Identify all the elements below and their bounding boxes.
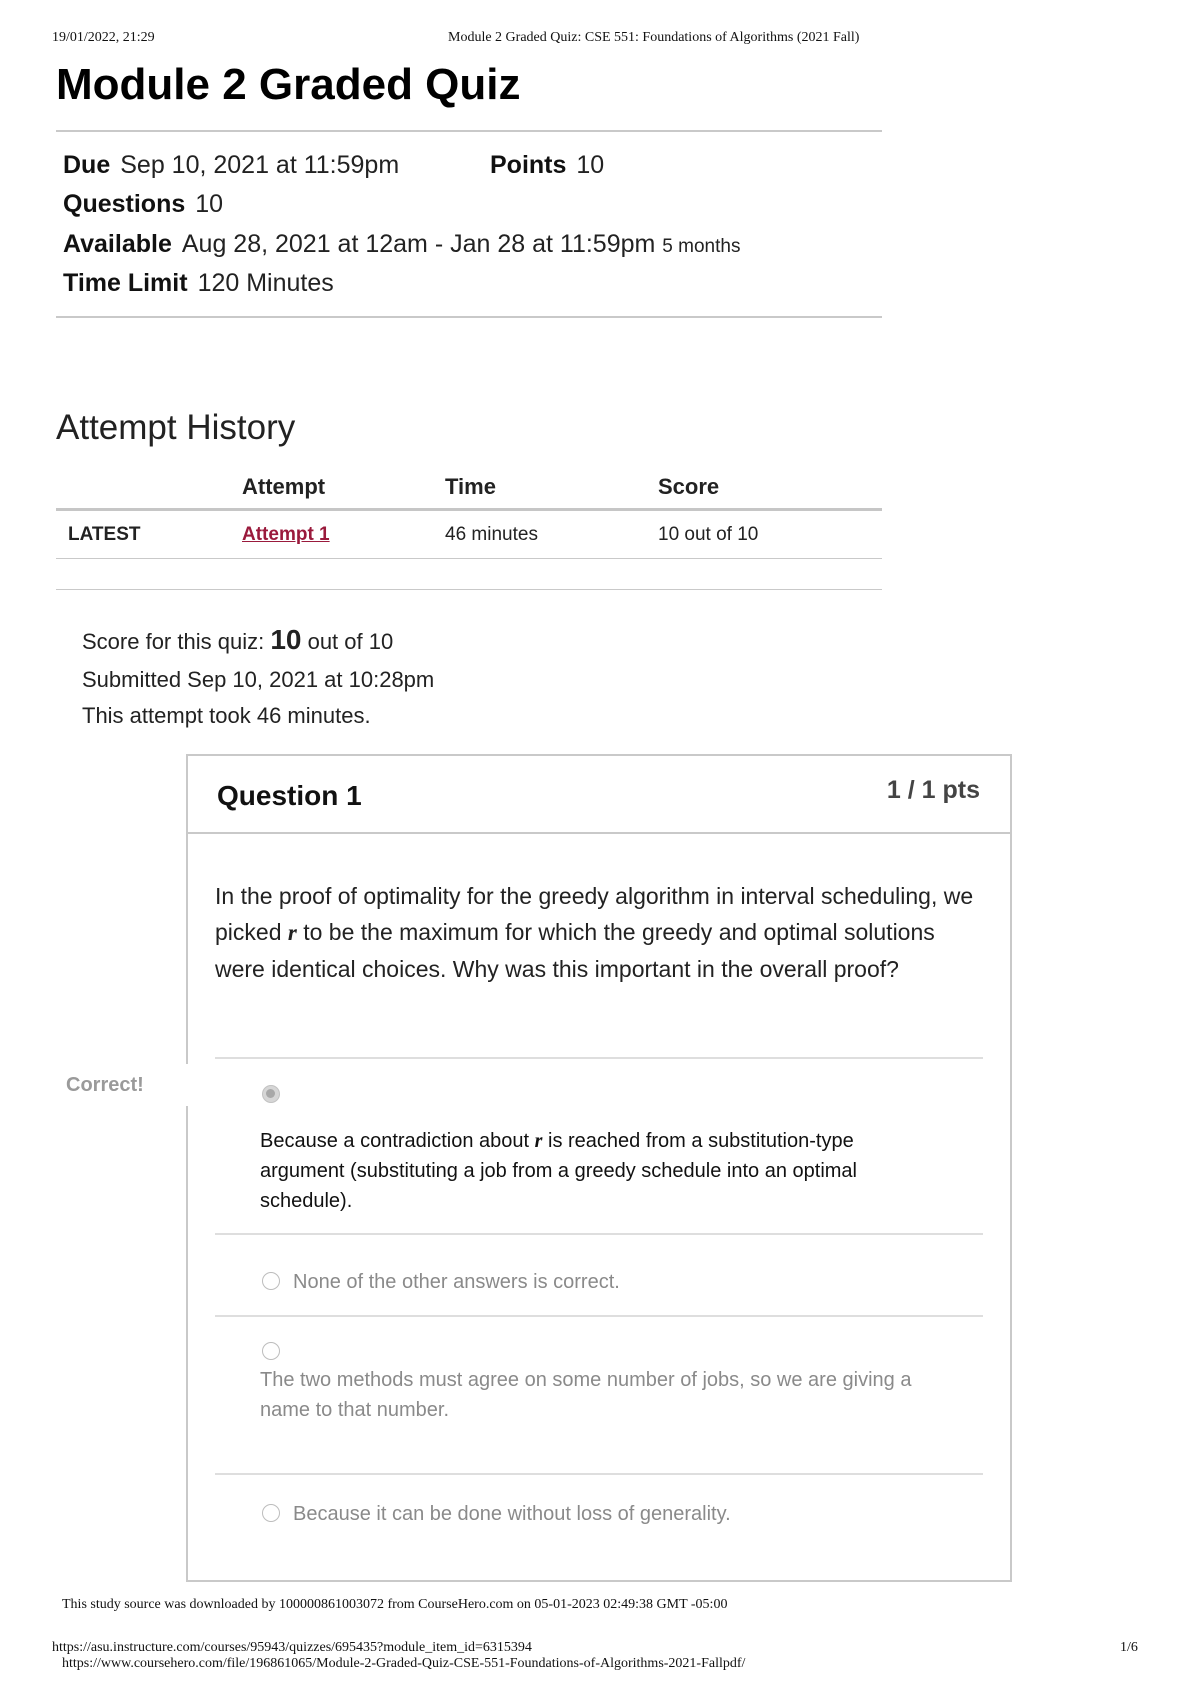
points-label: Points [490, 151, 567, 179]
answer-text-4: Because it can be done without loss of generality. [293, 1503, 731, 1525]
source-note: This study source was downloaded by 100000861003072 from CourseHero.com on 05-01-2023 02:49:38 GMT -05:00 [62, 1597, 728, 1612]
score-suffix: out of 10 [301, 629, 394, 654]
table-row-divider [56, 558, 882, 559]
math-variable: r [287, 920, 297, 945]
time-limit-row [63, 269, 334, 298]
answer-divider [215, 1315, 983, 1317]
submitted-text: Submitted Sep 10, 2021 at 10:28pm [82, 667, 435, 692]
correct-notch [176, 1064, 188, 1106]
divider [56, 130, 882, 132]
questions-label: Questions [63, 190, 186, 218]
question-points: 1 / 1 pts [886, 776, 980, 804]
due-value: Sep 10, 2021 at 11:59pm [120, 151, 400, 179]
available-value: Aug 28, 2021 at 12am - Jan 28 at 11:59pm [181, 230, 656, 258]
column-header-time: Time [445, 474, 496, 499]
page-number: 1/6 [1120, 1640, 1138, 1655]
question-text [215, 878, 985, 987]
questions-row [63, 190, 223, 219]
answer-text-3: The two methods must agree on some number of jobs, so we are giving a name to that number. [260, 1369, 912, 1421]
answer-text-2: None of the other answers is correct. [293, 1271, 620, 1293]
quiz-score [82, 624, 393, 656]
table-header-divider [56, 508, 882, 511]
time-limit-label: Time Limit [63, 269, 188, 297]
question-header [188, 756, 1010, 834]
column-header-attempt: Attempt [242, 474, 326, 499]
attempt-duration-text: This attempt took 46 minutes. [82, 703, 371, 728]
answer-divider [215, 1057, 983, 1059]
correct-label: Correct! [66, 1074, 152, 1097]
question-text-part: to be the maximum for which the greedy and optimal solutions were identical choices. Why was this important in the overall proof? [215, 919, 935, 982]
attempt-score: 10 out of 10 [658, 524, 759, 545]
column-header-score: Score [658, 474, 720, 499]
questions-value: 10 [195, 190, 224, 218]
available-label: Available [63, 230, 172, 258]
answer-divider [215, 1233, 983, 1235]
coursehero-url: https://www.coursehero.com/file/196861065/Module-2-Graded-Quiz-CSE-551-Foundations-of-Algorithms-2021-Fallpdf/ [62, 1656, 746, 1671]
divider [56, 589, 882, 590]
answer-radio-1[interactable] [262, 1085, 280, 1103]
attempt-1-link[interactable]: Attempt 1 [242, 524, 330, 545]
due-label: Due [63, 151, 111, 179]
attempt-time: 46 minutes [445, 524, 538, 545]
page-url: https://asu.instructure.com/courses/95943/quizzes/695435?module_item_id=6315394 [52, 1640, 532, 1655]
quiz-title: Module 2 Graded Quiz [56, 60, 521, 109]
score-value: 10 [270, 624, 302, 655]
available-row [63, 230, 740, 259]
points-row [490, 151, 604, 180]
question-title: Question 1 [217, 780, 362, 811]
answer-text-part: Because a contradiction about [260, 1130, 535, 1152]
divider [56, 316, 882, 318]
print-date: 19/01/2022, 21:29 [52, 30, 155, 45]
answer-radio-2[interactable] [262, 1272, 280, 1290]
latest-label: LATEST [68, 524, 141, 545]
print-title: Module 2 Graded Quiz: CSE 551: Foundations of Algorithms (2021 Fall) [448, 30, 860, 45]
answer-radio-4[interactable] [262, 1504, 280, 1522]
time-limit-value: 120 Minutes [197, 269, 334, 297]
math-variable: r [534, 1130, 543, 1152]
attempt-history-title: Attempt History [56, 408, 296, 447]
question-text-part: In the proof of optimality for the greedy algorithm in interval scheduling, we picked [215, 883, 974, 945]
points-value: 10 [576, 151, 605, 179]
answer-text-part: is reached from a substitution-type argument (substituting a job from a greedy schedule into an optimal schedule). [260, 1130, 858, 1212]
available-duration: 5 months [662, 236, 741, 257]
answer-radio-3[interactable] [262, 1342, 280, 1360]
score-prefix: Score for this quiz: [82, 629, 271, 654]
answer-divider [215, 1473, 983, 1475]
due-row [63, 151, 399, 180]
answer-text-1 [260, 1126, 910, 1216]
